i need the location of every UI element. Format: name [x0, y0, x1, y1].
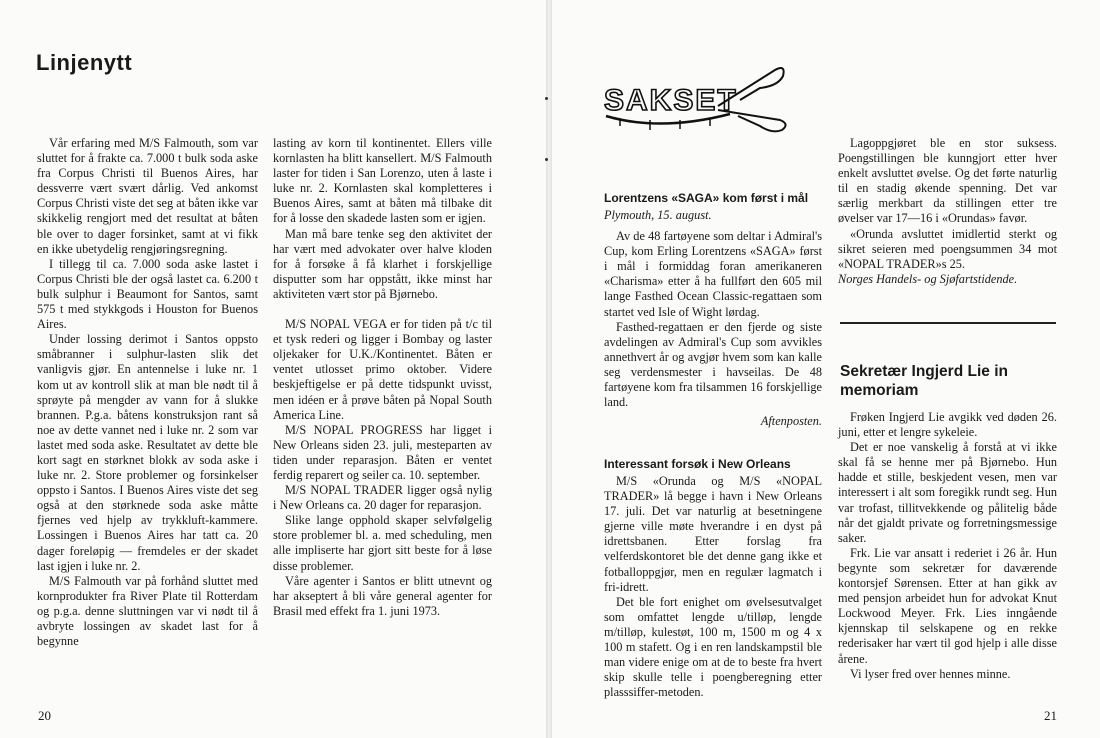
print-mark — [545, 158, 548, 161]
paragraph: M/S NOPAL PROGRESS har ligget i New Orleans siden 23. juli, mesteparten av tiden under reparasjon. Båten er ventet ferdig reparert og seiler ca. 10. september. — [273, 422, 492, 482]
paragraph: Under lossing derimot i Santos oppsto småbranner i sulphur-lasten slik det vanligvis gjør. En antennelse i luke nr. 1 kom ut av kontroll slik at man ble nødt til å sprøyte på mengder av vann for å slukke brannen. P.g.a. båtens konstruksjon rant så noe av dette vannet ned i luke nr. 2 som var lastet med soda aske. Resultatet av dette ble kort sagt en størknet blokk av soda aske i luke nr. 2. Store problemer og forsinkelser oppsto i Santos. I Buenos Aires viste det seg også at den størknede soda aske måtte fjernes ved hjelp av trykkluft-kammere. Lossingen i Buenos Aires har tatt ca. 20 dager foreløpig — fremdeles er der skadet last igjen i luke nr. 2. — [37, 332, 258, 573]
paragraph: «Orunda avsluttet imidlertid sterkt og sikret seieren med poengsummen 34 mot «NOPAL TRADER»s 25. — [838, 226, 1057, 271]
paragraph: Det ble fort enighet om øvelsesutvalget som omfattet lengde u/tilløp, lengde m/tilløp, kulestøt, 100 m, 1500 m og 4 x 100 m stafett. Og i en ren landskampstil ble man videre enige om at de to beste fra hvert skip skulle telle i poengberegning etter plasssiffer-metoden. — [604, 594, 822, 700]
paragraph: I tillegg til ca. 7.000 soda aske lastet i Corpus Christi ble der også lastet ca. 6.200 t bulk sulphur i Beaumont for Santos, samt 575 t med stykkgods i Houston for Buenos Aires. — [37, 256, 258, 332]
paragraph: Vi lyser fred over hennes minne. — [850, 666, 1011, 681]
paragraph: M/S NOPAL VEGA er for tiden på t/c til et tysk rederi og ligger i Bombay og laster oljekaker for U.K./Kontinentet. Båten er ventet utlosset primo oktober. Videre beskjeftigelse er på dette tidspunkt uvisst, men idéen er å prøve båten på Nopal South America Line. — [273, 317, 492, 422]
article-title: Sekretær Ingjerd Lie in memoriam — [840, 363, 1008, 399]
paragraph: Frk. Lie var ansatt i rederiet i 26 år. Hun begynte som sekretær for daværende kontorsjef Sørensen. Etter at han gikk av med pensjon arbeidet hun for advokat Knut Lockwood Meyer. Frk. Lies inngående kjennskap til selskapene og en rekke rederisaker har vært til god hjelp i alle disse årene. — [838, 545, 1057, 666]
logo-text: SAKSET — [604, 84, 738, 117]
article-new-orleans — [604, 474, 822, 700]
article-memoriam — [838, 410, 1057, 682]
article-new-orleans-continued — [838, 136, 1057, 287]
paragraph: Det er noe vanskelig å forstå at vi ikke skal få se henne mer på Bjørnebo. Hun hadde et stille, beskjedent vesen, men var interessert i alt som foregikk rundt seg. Hun var trofast, tillitvekkende og pålitelig både når det gjaldt private og forretningsmessige saker. — [838, 440, 1057, 545]
paragraph: Av de 48 fartøyene som deltar i Admiral's Cup, kom Erling Lorentzens «SAGA» først i mål i formiddag foran amerikaneren «Charisma» etter å ha fullført den 605 mil lange Fasthed Ocean Classic-regattaen som startet ved Isle of Wight lørdag. — [604, 229, 822, 319]
source: Aftenposten. — [760, 414, 822, 429]
paragraph: Lagoppgjøret ble en stor suksess. Poengstillingen ble kunngjort etter hver enkelt avsluttet øvelse. Og det førte naturlig til en stadig økende spenning. Det var særlig merkbart da stillingen etter tre øvelser var 17—16 i «Orundas» favør. — [838, 136, 1057, 226]
paragraph: Fasthed-regattaen er den fjerde og siste avdelingen av Admiral's Cup som avvikles annethvert år og avgjør hvem som kan kalle seg verdensmester i havseilas. De 48 fartøyene kom fra tilsammen 16 forskjellige land. — [604, 319, 822, 410]
sakset-scissors-logo — [600, 60, 790, 140]
article-saga — [604, 208, 822, 429]
paragraph: Man må bare tenke seg den aktivitet der har vært med advokater over halve kloden for å forsøke å få klarhet i forskjellige disputter som har oppstått, ikke minst har aktiviteten vært stor på Bjørnebo. — [273, 226, 492, 301]
paragraph: M/S Falmouth var på forhånd sluttet med kornprodukter fra River Plate til Rotterdam og p.g.a. denne sluttningen var vi nødt til å avbryte lossingen av skadet last for å begynne — [37, 573, 258, 649]
paragraph: Våre agenter i Santos er blitt utnevnt og har akseptert å bli våre general agenter for Brasil med effekt fra 1. juni 1973. — [273, 573, 492, 618]
paragraph: M/S «Orunda og M/S «NOPAL TRADER» lå begge i havn i New Orleans 17. juli. Det var naturlig at besetningene gjerne ville møte hverandre i en dyst på idrettsbanen. Etter forslag fra velferdskontoret ble det denne gang ikke et fotballoppgjør, men en regulær lagmatch i fri-idrett. — [604, 474, 822, 594]
page-title: Linjenytt — [36, 50, 133, 75]
paragraph: M/S NOPAL TRADER ligger også nylig i New Orleans ca. 20 dager for reparasjon. — [273, 483, 492, 513]
article-title: Interessant forsøk i New Orleans — [604, 457, 791, 471]
page-number-left: 20 — [38, 708, 51, 723]
paragraph: lasting av korn til kontinentet. Ellers ville kornlasten ha blitt kansellert. M/S Falmouth laster for tiden i San Lorenzo, uten å laste i luke nr. 2. Kornlasten skal kompletteres i Buenos Aires, samt at båten må tilbake dit for å losse den skadede lasten som er igjen. — [273, 136, 492, 226]
divider — [840, 322, 1056, 324]
left-column-2 — [273, 136, 492, 619]
left-column-1 — [37, 136, 258, 649]
print-mark — [545, 97, 548, 100]
dateline: Plymouth, 15. august. — [604, 208, 712, 222]
page-number-right: 21 — [1044, 708, 1057, 723]
paragraph: Slike lange opphold skaper selvfølgelig store problemer bl. a. med scheduling, men alle impliserte har gjort sitt beste for å løse disse problemer. — [273, 513, 492, 573]
paragraph: Vår erfaring med M/S Falmouth, som var sluttet for å frakte ca. 7.000 t bulk soda aske fra Corpus Christi til Buenos Aires, har dessverre vært svært dårlig. Ved ankomst Corpus Christi viste det seg at båten ikke var skikkelig rengjort med det resultat at båten ble over to dager forsinket, samt at vi fikk en ikke ubetydelig rengjøringsregning. — [37, 136, 258, 256]
source: Norges Handels- og Sjøfartstidende. — [838, 271, 1018, 286]
article-title: Lorentzens «SAGA» kom først i mål — [604, 191, 809, 205]
paragraph: Frøken Ingjerd Lie avgikk ved døden 26. juni, etter et lengre sykeleie. — [838, 410, 1057, 440]
